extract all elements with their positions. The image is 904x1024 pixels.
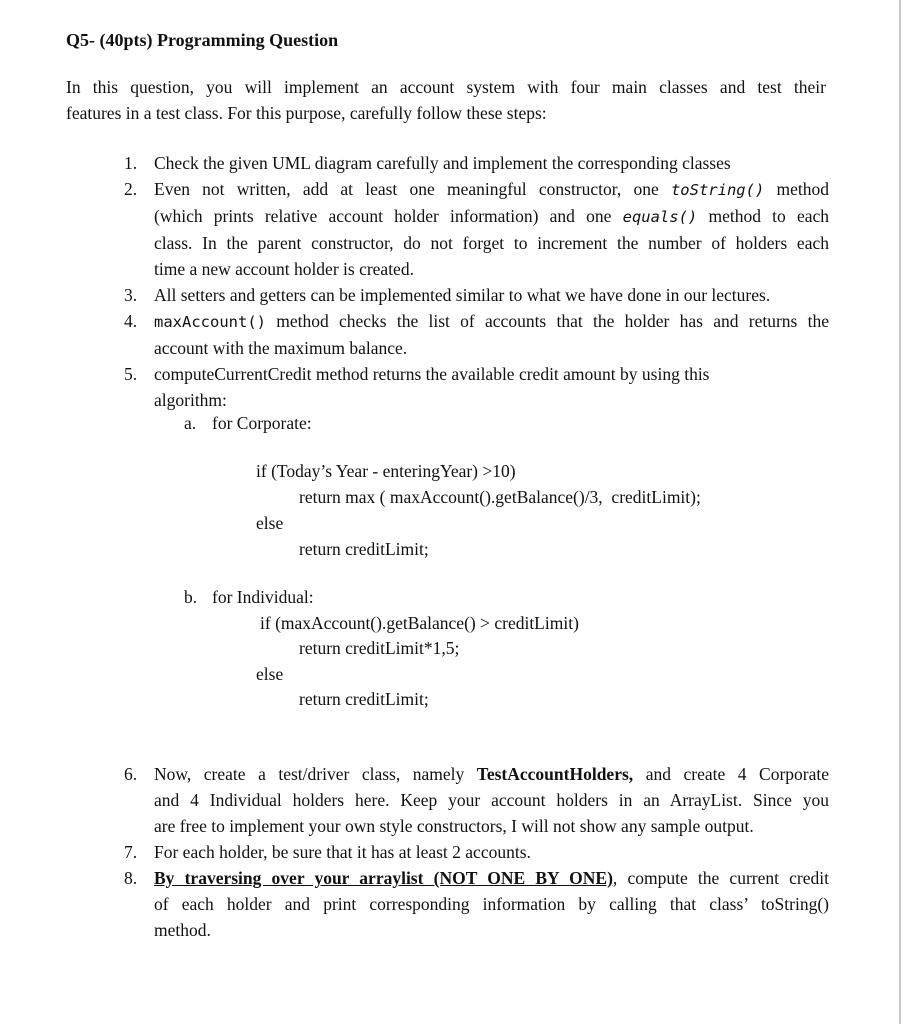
step-text: For each holder, be sure that it has at least 2 accounts. [154,842,531,862]
step-text: and create 4 Corporate [645,764,830,784]
step-number: 6. [124,764,138,784]
sub-b-label: for Individual: [212,587,314,607]
step-7 [124,839,829,865]
step-2 [124,176,829,282]
individual-code-line-3: else [256,664,284,684]
step-text: , compute the current credit [612,868,829,888]
step-text-line: computeCurrentCredit method returns the available credit amount by using this [154,364,710,384]
step-4 [124,308,829,361]
step-text-line: class. In the parent constructor, do not forget to increment the number of holders each [154,233,829,253]
step-3 [124,282,829,308]
step-text: method checks the list of accounts that the holder has and returns the [276,311,829,331]
step-text-line: and 4 Individual holders here. Keep your account holders in an ArrayList. Since you [154,790,829,810]
intro-paragraph [66,74,826,126]
step-number: 2. [124,179,138,199]
step-8 [124,865,829,943]
page-edge-line [899,0,901,1024]
step-text-line: of each holder and print corresponding information by calling that class’ toString() [154,894,829,914]
class-name-bold: TestAccountHolders, [476,764,634,784]
step-text: Even not written, add at least one meaningful constructor, one [154,179,659,199]
step-text-line: method. [154,920,211,940]
code-maxaccount: maxAccount() [154,313,266,331]
underlined-instruction: By traversing over your arraylist (NOT ONE BY ONE) [154,868,613,888]
sub-a-label: for Corporate: [212,413,312,433]
step-number: 4. [124,311,138,331]
step-number: 3. [124,285,138,305]
code-tostring: toString() [670,181,765,199]
step-text-line: algorithm: [154,390,227,410]
step-number: 7. [124,842,138,862]
step-text-line: account with the maximum balance. [154,338,408,358]
intro-line-2: features in a test class. For this purpose, carefully follow these steps: [66,103,547,123]
sub-a-letter: a. [184,413,197,433]
steps-list-bottom [124,761,829,943]
step-text-line [154,308,829,335]
step-number: 1. [124,153,138,173]
code-equals: equals() [622,208,698,226]
corporate-code-line-2: return max ( maxAccount().getBalance()/3, creditLimit); [299,487,701,507]
step-text: method to each [708,206,830,226]
intro-line-1: In this question, you will implement an account system with four main classes and test their [66,77,826,97]
question-heading: Q5- (40pts) Programming Question [66,30,339,50]
sub-b-letter: b. [184,587,198,607]
step-5 [124,361,829,413]
step-text: method [776,179,830,199]
step-text: Now, create a test/driver class, namely [154,764,465,784]
step-number: 8. [124,868,138,888]
step-text-line [154,761,829,787]
corporate-code-line-1: if (Today’s Year - enteringYear) >10) [256,461,516,481]
steps-list-top [124,150,829,413]
step-text-line [154,865,829,891]
step-text-line [154,203,829,230]
corporate-code-line-4: return creditLimit; [299,539,429,559]
step-text-line: time a new account holder is created. [154,259,414,279]
step-text-line [154,176,829,203]
step-6 [124,761,829,839]
step-text: (which prints relative account holder information) and one [154,206,612,226]
corporate-code-line-3: else [256,513,284,533]
individual-code-line-2: return creditLimit*1,5; [299,638,460,658]
individual-code-line-4: return creditLimit; [299,689,429,709]
step-number: 5. [124,364,138,384]
step-text: Check the given UML diagram carefully and implement the corresponding classes [154,153,731,173]
step-1 [124,150,829,176]
step-text-line: are free to implement your own style constructors, I will not show any sample output. [154,816,754,836]
individual-code-line-1: if (maxAccount().getBalance() > creditLimit) [260,613,579,633]
step-text: All setters and getters can be implemented similar to what we have done in our lectures. [154,285,771,305]
